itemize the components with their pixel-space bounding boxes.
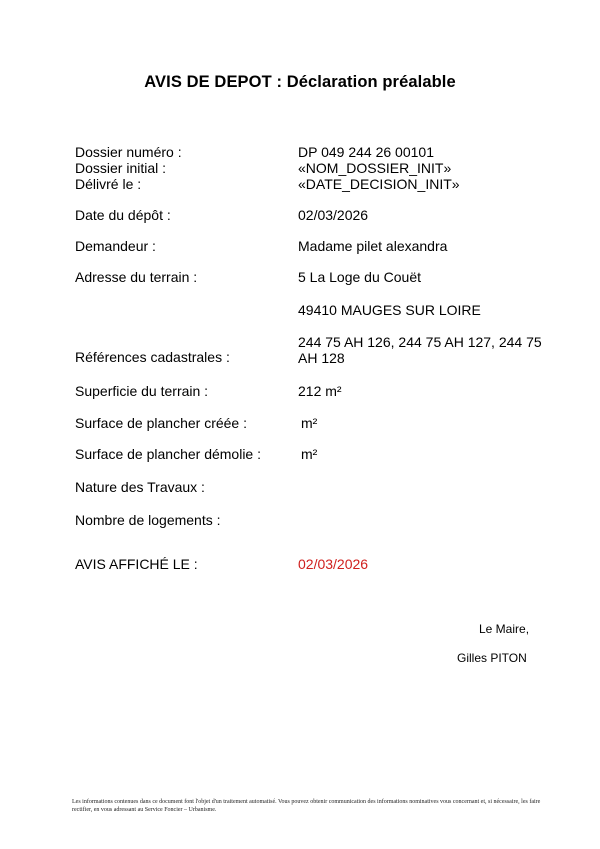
delivre-le-value: «DATE_DECISION_INIT» xyxy=(298,176,460,192)
avis-affiche-label: AVIS AFFICHÉ LE : xyxy=(75,556,198,572)
surface-demolie-label: Surface de plancher démolie : xyxy=(75,446,261,462)
adresse-line1: 5 La Loge du Couët xyxy=(298,269,421,285)
superficie-label: Superficie du terrain : xyxy=(75,383,209,399)
adresse-line2: 49410 MAUGES SUR LOIRE xyxy=(298,302,481,318)
avis-affiche-date: 02/03/2026 xyxy=(298,556,369,572)
footer-legal-notice: Les informations contenues dans ce document font l'objet d'un traitement automatisé. Vous pouvez obtenir communication des informations nominatives vous concernant et, si nécessaire, les faire rectifier, en vous adressant au Service Foncier – Urbanisme. xyxy=(72,799,541,813)
delivre-le-label: Délivré le : xyxy=(75,176,142,192)
adresse-label: Adresse du terrain : xyxy=(75,269,198,285)
date-depot-value: 02/03/2026 xyxy=(298,207,369,223)
page-title: AVIS DE DEPOT : Déclaration préalable xyxy=(144,73,456,91)
surface-creee-value: m² xyxy=(301,415,318,431)
surface-demolie-value: m² xyxy=(301,446,318,462)
dossier-initial-value: «NOM_DOSSIER_INIT» xyxy=(298,160,452,176)
dossier-numero-label: Dossier numéro : xyxy=(75,144,182,160)
references-value: 244 75 AH 126, 244 75 AH 127, 244 75 AH 128 xyxy=(298,334,542,366)
superficie-value: 212 m² xyxy=(298,383,342,399)
nombre-logements-label: Nombre de logements : xyxy=(75,512,221,528)
signature-role: Le Maire, xyxy=(479,622,530,636)
date-depot-label: Date du dépôt : xyxy=(75,207,171,223)
demandeur-label: Demandeur : xyxy=(75,238,156,254)
references-label: Références cadastrales : xyxy=(75,349,230,365)
nature-travaux-label: Nature des Travaux : xyxy=(75,479,205,495)
signature-name: Gilles PITON xyxy=(457,651,527,665)
dossier-numero-value: DP 049 244 26 00101 xyxy=(298,144,434,160)
surface-creee-label: Surface de plancher créée : xyxy=(75,415,247,431)
demandeur-value: Madame pilet alexandra xyxy=(298,238,448,254)
dossier-initial-label: Dossier initial : xyxy=(75,160,167,176)
